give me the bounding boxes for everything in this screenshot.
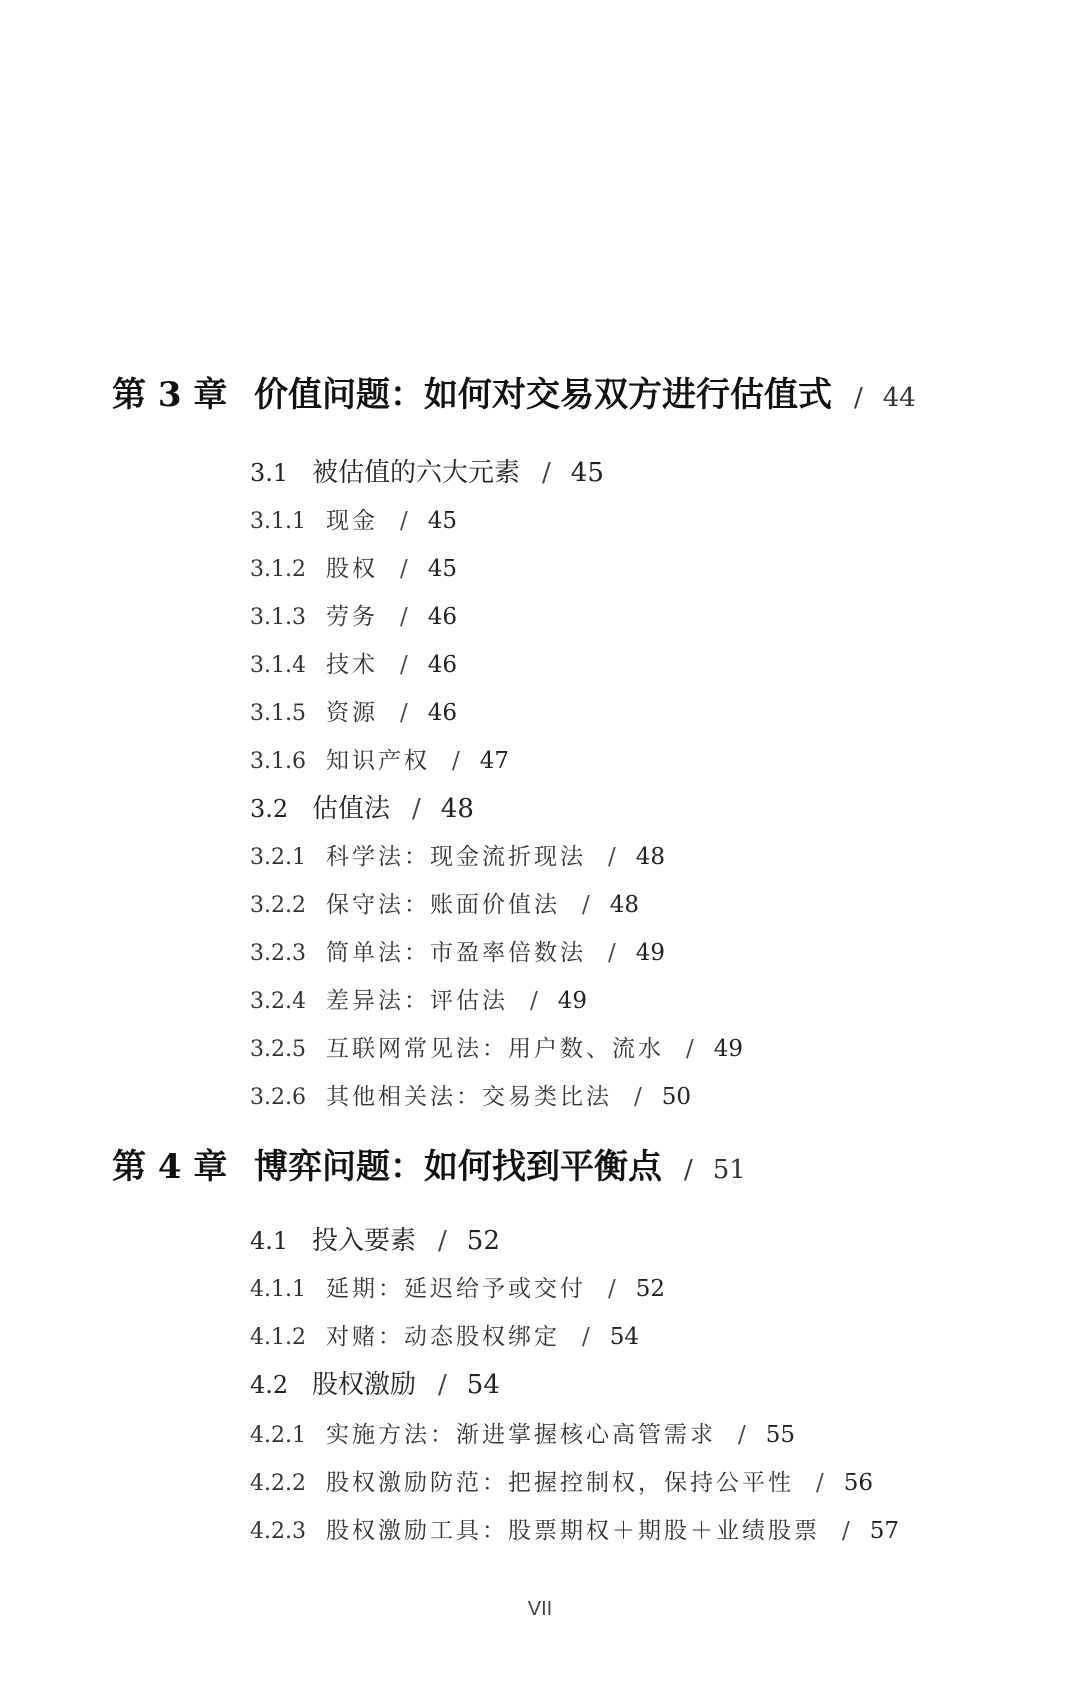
subsection-number: 3.2.1 xyxy=(250,845,306,870)
subsection-number: 4.1.1 xyxy=(250,1277,306,1302)
page-separator: / xyxy=(438,1370,447,1400)
page-number: 48 xyxy=(440,794,474,824)
subsection-3-2-4 xyxy=(250,990,587,1013)
subsection-number: 3.2.2 xyxy=(250,893,306,918)
page-number: 52 xyxy=(635,1276,666,1302)
subsection-title: 资源 xyxy=(326,700,378,726)
page-number: 52 xyxy=(466,1226,500,1256)
page-number: 49 xyxy=(713,1036,744,1062)
subsection-title: 股权激励工具：股票期权＋期股＋业绩股票 xyxy=(326,1518,820,1544)
page-number: 56 xyxy=(843,1470,874,1496)
subsection-3-2-3 xyxy=(250,942,665,965)
subsection-3-1-2 xyxy=(250,558,457,581)
subsection-title: 股权 xyxy=(326,556,378,582)
page-number: 46 xyxy=(427,604,458,630)
section-title: 估值法 xyxy=(312,794,391,824)
chapter-title: 价值问题：如何对交易双方进行估值式 xyxy=(254,375,832,415)
page-separator: / xyxy=(542,458,551,488)
page-number: 48 xyxy=(609,892,640,918)
subsection-3-1-4 xyxy=(250,654,457,677)
section-title: 被估值的六大元素 xyxy=(312,458,521,488)
page-number: 44 xyxy=(882,383,916,413)
page-separator: / xyxy=(452,748,460,774)
subsection-4-1-2 xyxy=(250,1326,639,1349)
section-number: 4.2 xyxy=(250,1371,289,1399)
page-number: 55 xyxy=(765,1422,796,1448)
page-separator: / xyxy=(686,1036,694,1062)
subsection-number: 3.1.2 xyxy=(250,557,306,582)
page-number: 51 xyxy=(712,1155,746,1185)
page-number: 46 xyxy=(427,652,458,678)
section-3-2 xyxy=(250,796,474,822)
folio-page-number: VII xyxy=(527,1598,553,1620)
subsection-4-1-1 xyxy=(250,1278,665,1301)
subsection-number: 3.2.3 xyxy=(250,941,306,966)
page-separator: / xyxy=(400,700,408,726)
subsection-title: 实施方法：渐进掌握核心高管需求 xyxy=(326,1422,716,1448)
page-separator: / xyxy=(634,1084,642,1110)
page-number: 49 xyxy=(557,988,588,1014)
page-number: 46 xyxy=(427,700,458,726)
subsection-number: 3.1.1 xyxy=(250,509,306,534)
chapter-4-heading xyxy=(112,1147,746,1187)
subsection-title: 股权激励防范：把握控制权，保持公平性 xyxy=(326,1470,794,1496)
subsection-number: 3.2.5 xyxy=(250,1037,306,1062)
subsection-title: 科学法：现金流折现法 xyxy=(326,844,586,870)
subsection-3-1-5 xyxy=(250,702,457,725)
section-4-1 xyxy=(250,1228,500,1254)
subsection-3-2-2 xyxy=(250,894,639,917)
subsection-title: 技术 xyxy=(326,652,378,678)
chapter-label: 第 3 章 xyxy=(112,375,228,415)
page-separator: / xyxy=(608,844,616,870)
subsection-number: 4.2.1 xyxy=(250,1423,306,1448)
page-number: 48 xyxy=(635,844,666,870)
page-number: 49 xyxy=(635,940,666,966)
page-number: 45 xyxy=(427,556,458,582)
section-number: 3.2 xyxy=(250,795,289,823)
section-number: 4.1 xyxy=(250,1227,289,1255)
page-separator: / xyxy=(400,508,408,534)
page-separator: / xyxy=(684,1155,693,1185)
page-separator: / xyxy=(582,1324,590,1350)
page-separator: / xyxy=(412,794,421,824)
subsection-title: 互联网常见法：用户数、流水 xyxy=(326,1036,664,1062)
subsection-3-1-3 xyxy=(250,606,457,629)
page-separator: / xyxy=(400,556,408,582)
chapter-3-heading xyxy=(112,375,916,415)
subsection-4-2-1 xyxy=(250,1424,795,1447)
subsection-3-2-6 xyxy=(250,1086,691,1109)
page-number: 54 xyxy=(466,1370,500,1400)
subsection-number: 3.1.6 xyxy=(250,749,306,774)
subsection-title: 简单法：市盈率倍数法 xyxy=(326,940,586,966)
subsection-4-2-3 xyxy=(250,1520,899,1543)
section-title: 投入要素 xyxy=(312,1226,417,1256)
subsection-title: 保守法：账面价值法 xyxy=(326,892,560,918)
subsection-number: 3.1.5 xyxy=(250,701,306,726)
subsection-number: 3.2.4 xyxy=(250,989,306,1014)
page-number: 45 xyxy=(570,458,604,488)
subsection-title: 延期：延迟给予或交付 xyxy=(326,1276,586,1302)
subsection-3-2-5 xyxy=(250,1038,743,1061)
subsection-title: 现金 xyxy=(326,508,378,534)
section-number: 3.1 xyxy=(250,459,289,487)
page-separator: / xyxy=(608,1276,616,1302)
page-separator: / xyxy=(400,652,408,678)
subsection-3-2-1 xyxy=(250,846,665,869)
page-separator: / xyxy=(438,1226,447,1256)
page-number: 50 xyxy=(661,1084,692,1110)
subsection-number: 4.1.2 xyxy=(250,1325,306,1350)
subsection-title: 对赌：动态股权绑定 xyxy=(326,1324,560,1350)
page-number: 54 xyxy=(609,1324,640,1350)
subsection-title: 劳务 xyxy=(326,604,378,630)
page-separator: / xyxy=(400,604,408,630)
subsection-number: 4.2.3 xyxy=(250,1519,306,1544)
page-separator: / xyxy=(816,1470,824,1496)
page-separator: / xyxy=(854,383,863,413)
chapter-label: 第 4 章 xyxy=(112,1147,228,1187)
subsection-number: 3.2.6 xyxy=(250,1085,306,1110)
subsection-3-1-1 xyxy=(250,510,457,533)
page-number: 47 xyxy=(479,748,510,774)
subsection-title: 其他相关法：交易类比法 xyxy=(326,1084,612,1110)
page-separator: / xyxy=(842,1518,850,1544)
page-separator: / xyxy=(530,988,538,1014)
page-separator: / xyxy=(738,1422,746,1448)
section-title: 股权激励 xyxy=(312,1370,417,1400)
section-3-1 xyxy=(250,460,604,486)
subsection-number: 4.2.2 xyxy=(250,1471,306,1496)
subsection-number: 3.1.4 xyxy=(250,653,306,678)
page-number: 45 xyxy=(427,508,458,534)
subsection-3-1-6 xyxy=(250,750,509,773)
section-4-2 xyxy=(250,1372,500,1398)
chapter-title: 博弈问题：如何找到平衡点 xyxy=(254,1147,662,1187)
page-number: 57 xyxy=(869,1518,900,1544)
subsection-title: 差异法：评估法 xyxy=(326,988,508,1014)
subsection-4-2-2 xyxy=(250,1472,873,1495)
subsection-number: 3.1.3 xyxy=(250,605,306,630)
subsection-title: 知识产权 xyxy=(326,748,430,774)
page-separator: / xyxy=(582,892,590,918)
page-separator: / xyxy=(608,940,616,966)
